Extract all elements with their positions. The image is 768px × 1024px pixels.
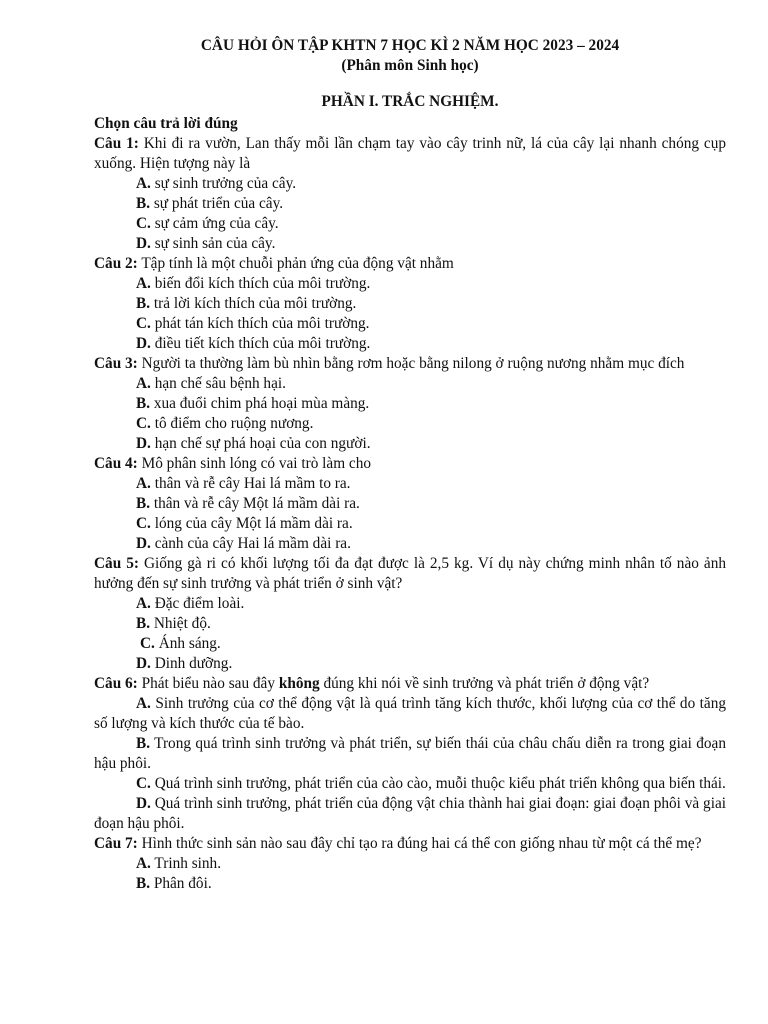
option-c <box>94 774 726 794</box>
option-text: Phân đôi. <box>150 875 212 892</box>
option-text: Đặc điểm loài. <box>150 595 245 612</box>
option-letter: B. <box>136 195 151 212</box>
question-2 <box>94 254 726 354</box>
question-label: Câu 5: <box>94 555 139 572</box>
option-letter: D. <box>136 535 151 552</box>
option-text: Sinh trưởng của cơ thể động vật là quá trình tăng kích thước, khối lượng của cơ thể do tăng số lượng và kích thước của tế bào. <box>94 695 726 732</box>
option-letter: B. <box>136 395 151 412</box>
option-letter: A. <box>136 275 151 292</box>
option-text: hạn chế sự phá hoại của con người. <box>150 435 371 452</box>
option-b <box>94 734 726 774</box>
option-text: cành của cây Hai lá mầm dài ra. <box>150 535 351 552</box>
question-stem <box>94 454 726 474</box>
option-text: phát tán kích thích của môi trường. <box>150 315 370 332</box>
question-label: Câu 4: <box>94 455 138 472</box>
option-text: biến đổi kích thích của môi trường. <box>150 275 371 292</box>
question-stem <box>94 834 726 854</box>
question-text: đúng khi nói về sinh trưởng và phát triển ở động vật? <box>319 675 650 692</box>
option-letter: B. <box>136 735 151 752</box>
question-7 <box>94 834 726 894</box>
option-letter: D. <box>136 335 151 352</box>
option-a <box>94 474 726 494</box>
option-d <box>94 234 726 254</box>
question-stem <box>94 554 726 594</box>
option-text: sự cảm ứng của cây. <box>150 215 279 232</box>
option-text: Ánh sáng. <box>154 635 221 652</box>
question-label: Câu 3: <box>94 355 138 372</box>
option-b <box>94 614 726 634</box>
option-b <box>94 494 726 514</box>
question-text: Phát biểu nào sau đây <box>137 675 279 692</box>
option-d <box>94 654 726 674</box>
section-heading: PHẦN I. TRẮC NGHIỆM. <box>321 93 499 110</box>
option-text: Trinh sinh. <box>150 855 222 872</box>
question-text: Hình thức sinh sản nào sau đây chỉ tạo ra đúng hai cá thể con giống nhau từ một cá thể mẹ? <box>137 835 702 852</box>
question-6 <box>94 674 726 834</box>
option-b <box>94 194 726 214</box>
option-letter: D. <box>136 435 151 452</box>
question-stem <box>94 674 726 694</box>
option-c <box>94 514 726 534</box>
question-label: Câu 6: <box>94 675 138 692</box>
option-letter: B. <box>136 875 151 892</box>
option-b <box>94 294 726 314</box>
option-text: trả lời kích thích của môi trường. <box>150 295 357 312</box>
option-letter: A. <box>136 175 151 192</box>
option-letter: C. <box>136 315 151 332</box>
question-5 <box>94 554 726 674</box>
option-letter: A. <box>136 855 151 872</box>
option-d <box>94 794 726 834</box>
option-text: điều tiết kích thích của môi trường. <box>150 335 371 352</box>
option-a <box>94 694 726 734</box>
option-text: hạn chế sâu bệnh hại. <box>150 375 286 392</box>
option-letter: B. <box>136 495 151 512</box>
option-text: tô điểm cho ruộng nương. <box>150 415 314 432</box>
option-letter: C. <box>136 215 151 232</box>
option-text: xua đuổi chim phá hoại mùa màng. <box>150 395 370 412</box>
option-text: Nhiệt độ. <box>150 615 211 632</box>
option-letter: D. <box>136 235 151 252</box>
option-letter: C. <box>140 635 155 652</box>
option-text: sự phát triển của cây. <box>150 195 284 212</box>
document-subtitle: (Phân môn Sinh học) <box>341 57 479 74</box>
option-d <box>94 434 726 454</box>
option-c <box>94 314 726 334</box>
option-text: sự sinh sản của cây. <box>150 235 276 252</box>
option-letter: B. <box>136 615 151 632</box>
question-text: Mô phân sinh lóng có vai trò làm cho <box>137 455 372 472</box>
option-a <box>94 274 726 294</box>
question-label: Câu 2: <box>94 255 138 272</box>
option-d <box>94 334 726 354</box>
option-letter: A. <box>136 375 151 392</box>
option-text: Trong quá trình sinh trưởng và phát triển, sự biến thái của châu chấu diễn ra trong giai đoạn hậu phôi. <box>94 735 726 772</box>
option-text: lóng của cây Một lá mầm dài ra. <box>150 515 353 532</box>
option-text: thân và rễ cây Một lá mầm dài ra. <box>150 495 360 512</box>
document-page <box>94 36 726 894</box>
option-c <box>94 634 726 654</box>
option-b <box>94 874 726 894</box>
question-text: Khi đi ra vườn, Lan thấy mỗi lần chạm tay vào cây trinh nữ, lá của cây lại nhanh chóng cụp xuống. Hiện tượng này là <box>94 135 726 172</box>
option-text: thân và rễ cây Hai lá mầm to ra. <box>150 475 351 492</box>
option-text: Quá trình sinh trưởng, phát triển của cào cào, muỗi thuộc kiểu phát triển không qua biến thái. <box>150 775 726 792</box>
question-1 <box>94 134 726 254</box>
option-c <box>94 414 726 434</box>
option-b <box>94 394 726 414</box>
option-letter: C. <box>136 775 151 792</box>
option-a <box>94 174 726 194</box>
option-letter: A. <box>136 595 151 612</box>
option-a <box>94 374 726 394</box>
question-3 <box>94 354 726 454</box>
question-stem <box>94 254 726 274</box>
option-a <box>94 854 726 874</box>
question-stem <box>94 354 726 374</box>
option-text: Dinh dưỡng. <box>150 655 233 672</box>
question-4 <box>94 454 726 554</box>
question-text: Tập tính là một chuỗi phản ứng của động vật nhằm <box>137 255 454 272</box>
option-letter: B. <box>136 295 151 312</box>
option-d <box>94 534 726 554</box>
question-text: Người ta thường làm bù nhìn bằng rơm hoặc bằng nilong ở ruộng nương nhằm mục đích <box>137 355 685 372</box>
question-text: Giống gà ri có khối lượng tối đa đạt được là 2,5 kg. Ví dụ này chứng minh nhân tố nào ảnh hưởng đến sự sinh trưởng và phát triển ở sinh vật? <box>94 555 726 592</box>
option-letter: C. <box>136 515 151 532</box>
option-letter: D. <box>136 655 151 672</box>
question-label: Câu 1: <box>94 135 139 152</box>
option-letter: C. <box>136 415 151 432</box>
option-letter: A. <box>136 695 151 712</box>
question-stem <box>94 134 726 174</box>
question-emphasis: không <box>278 675 320 692</box>
option-text: Quá trình sinh trưởng, phát triển của động vật chia thành hai giai đoạn: giai đoạn phôi và giai đoạn hậu phôi. <box>94 795 726 832</box>
question-label: Câu 7: <box>94 835 138 852</box>
option-text: sự sinh trưởng của cây. <box>150 175 297 192</box>
option-letter: A. <box>136 475 151 492</box>
option-c <box>94 214 726 234</box>
instruction: Chọn câu trả lời đúng <box>94 115 238 132</box>
document-title: CÂU HỎI ÔN TẬP KHTN 7 HỌC KÌ 2 NĂM HỌC 2023 – 2024 <box>200 37 620 54</box>
option-letter: D. <box>136 795 151 812</box>
option-a <box>94 594 726 614</box>
